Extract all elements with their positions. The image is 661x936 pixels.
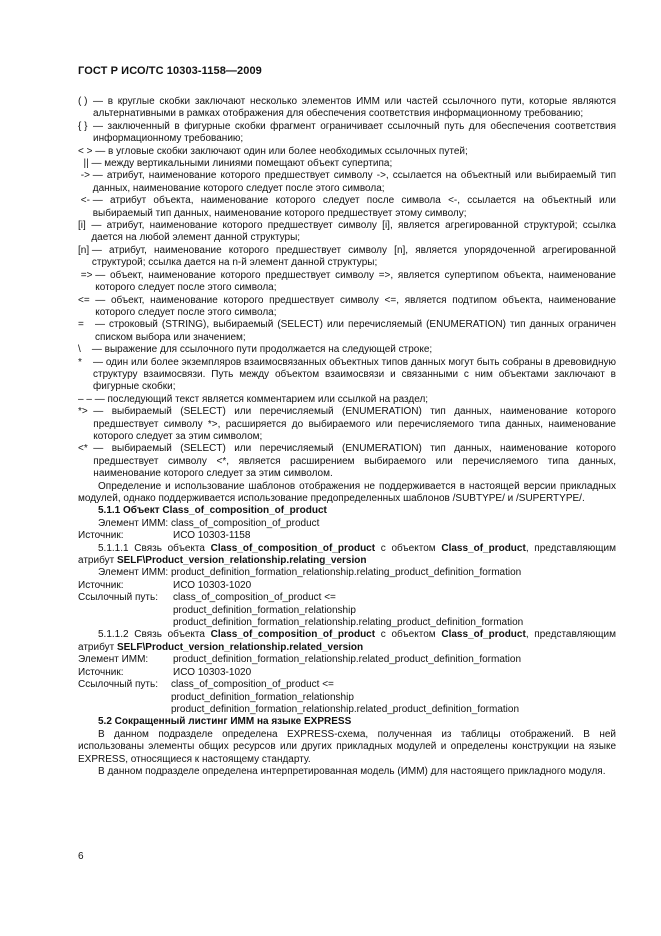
imm-element-line: [78, 654, 616, 666]
legend-definition: — атрибут объекта, наименование которого следует после символа <-, ссылается на объектный или выбираемый тип данных, наименование которого предшествует этому символу;: [92, 195, 616, 219]
legend-definition: — выражение для ссылочного пути продолжается на следующей строке;: [91, 344, 433, 356]
legend-row: [78, 158, 616, 170]
link-intro: 5.1.1.2 Связь объекта: [98, 629, 211, 641]
legend-symbol: ( ): [78, 96, 93, 107]
legend-row: [78, 245, 616, 270]
legend-symbol: =>: [78, 269, 96, 281]
imm-value: class_of_composition_of_product: [170, 517, 320, 529]
legend-row: [78, 394, 616, 406]
page-number: 6: [78, 851, 84, 862]
source-value: ИСО 10303-1020: [173, 666, 252, 678]
reference-path-line: product_definition_formation_relationship.relating_product_definition_formation: [173, 617, 524, 629]
templates-paragraph: Определение и использование шаблонов отображения не поддерживается в настоящей версии прикладных модулей, однако поддерживается использование предопределенных шаблонов /SUBTYPE/ и /SUPERTYPE/.: [78, 480, 616, 504]
legend-definition: — заключенный в фигурные скобки фрагмент ограничивает ссылочный путь для обеспечения соответствия информационному требованию;: [93, 120, 616, 145]
reference-path: [78, 592, 616, 604]
link-tail: , представляющим атрибут: [78, 629, 616, 653]
legend-row: [78, 406, 616, 443]
imm-element-line: [78, 518, 616, 530]
legend-definition: — между вертикальными линиями помещают объект супертипа;: [91, 158, 393, 170]
link-intro: 5.1.1.1 Связь объекта: [98, 542, 211, 554]
legend-symbol: \: [78, 344, 92, 356]
link-object-2: Class_of_product: [441, 629, 526, 641]
reference-path-line: product_definition_formation_relationship: [173, 604, 356, 616]
legend-definition: — объект, наименование которого предшествует символу =>, является супертипом объекта, наименование которого следует после этого символа;: [95, 269, 616, 294]
reference-path-line: class_of_composition_of_product <=: [173, 592, 336, 604]
link-mid: с объектом: [375, 629, 442, 641]
legend-symbol: ||: [78, 158, 92, 170]
imm-value: product_definition_formation_relationship.related_product_definition_formation: [173, 654, 522, 666]
link-object-1: Class_of_composition_of_product: [210, 629, 376, 641]
legend-definition: — объект, наименование которого предшествует символу <=, является подтипом объекта, наименование которого следует после этого символа;: [95, 294, 616, 318]
reference-path-line: class_of_composition_of_product <=: [171, 679, 334, 691]
notation-legend: [78, 96, 616, 481]
link-object-1: Class_of_composition_of_product: [210, 542, 376, 554]
source-value: ИСО 10303-1020: [173, 579, 252, 591]
section-5-1-1-1-heading: [78, 543, 616, 568]
legend-definition: — выбираемый (SELECT) или перечисляемый (ENUMERATION) тип данных, наименование которого предшествует символу <*, является расширением выбираемого или перечисляемого типа данных, наименование которого следует за этим символом.: [93, 443, 616, 480]
reference-path-line: product_definition_formation_relationship: [171, 691, 354, 703]
imm-label: Элемент ИММ:: [98, 567, 169, 579]
legend-row: [78, 220, 616, 245]
legend-symbol: <-: [78, 195, 93, 207]
legend-symbol: ->: [78, 170, 93, 182]
legend-symbol: [i]: [78, 220, 92, 232]
legend-symbol: [n]: [78, 244, 92, 256]
legend-definition: — один или более экземпляров взаимосвязанных объектных типов данных могут быть собраны в древовидную структуру взаимосвязи. Путь между объектом взаимосвязи и связанными с ним объектами заключают в фигурные скобки;: [93, 356, 616, 393]
legend-row: [78, 170, 616, 195]
section-5-2-paragraph-1: В данном подразделе определена EXPRESS-схема, полученная из таблицы отображений. В ней использованы элементы общих ресурсов или других прикладных модулей и определены конструкции на языке EXPRESS, относящиеся к настоящему стандарту.: [78, 728, 616, 765]
legend-row: [78, 443, 616, 480]
source-label: Источник:: [78, 530, 124, 542]
imm-value: product_definition_formation_relationship.relating_product_definition_formation: [170, 567, 522, 579]
legend-definition: — атрибут, наименование которого предшествует символу ->, ссылается на объектный или выбираемый тип данных, наименование которого следует после этого символа;: [92, 170, 616, 194]
legend-row: [78, 121, 616, 146]
legend-symbol: *>: [78, 406, 94, 418]
legend-row: [78, 270, 616, 295]
document-header: ГОСТ Р ИСО/ТС 10303-1158—2009: [78, 65, 262, 77]
link-attribute: SELF\Product_version_relationship.related_version: [116, 641, 364, 653]
legend-definition: — выбираемый (SELECT) или перечисляемый (ENUMERATION) тип данных, наименование которого предшествует символу *>, расширяется до выбираемого или перечисляемого типа данных, наименование которого следует за этим символом;: [93, 406, 616, 442]
legend-definition: — атрибут, наименование которого предшествует символу [i], является агрегированной структурой; ссылка дается на любой элемент данной структуры;: [91, 220, 616, 244]
reference-path-label: Ссылочный путь:: [78, 592, 158, 604]
legend-definition: — последующий текст является комментарием или ссылкой на раздел;: [94, 393, 429, 405]
legend-symbol: < >: [78, 145, 96, 157]
link-tail: , представляющим атрибут: [78, 542, 616, 567]
imm-label: Элемент ИММ:: [78, 654, 149, 666]
legend-row: [78, 319, 616, 344]
legend-symbol: <=: [78, 294, 96, 306]
legend-definition: — атрибут, наименование которого предшествует символу [n], является упорядоченной агрегированной структурой; ссылка дается на n-й элемент данной структуры;: [91, 244, 616, 269]
legend-row: [78, 295, 616, 320]
section-5-1-1-2-heading: [78, 629, 616, 654]
legend-row: [78, 195, 616, 220]
legend-row: [78, 146, 616, 158]
legend-row: [78, 96, 616, 121]
legend-symbol: =: [78, 319, 95, 331]
section-5-2-title: 5.2 Сокращенный листинг ИММ на языке EXPRESS: [98, 716, 352, 728]
reference-path-line: product_definition_formation_relationship.related_product_definition_formation: [171, 703, 520, 715]
legend-symbol: <*: [78, 443, 94, 455]
link-mid: с объектом: [375, 542, 442, 554]
page-content: [78, 96, 616, 778]
source-line: [78, 580, 616, 592]
legend-symbol: *: [78, 356, 94, 368]
source-line: [78, 667, 616, 679]
source-line: [78, 530, 616, 542]
imm-label: Элемент ИММ:: [98, 517, 169, 529]
source-value: ИСО 10303-1158: [173, 530, 251, 542]
link-attribute: SELF\Product_version_relationship.relating_version: [116, 555, 367, 567]
link-object-2: Class_of_product: [441, 542, 526, 554]
section-5-1-1-title: 5.1.1 Объект Class_of_composition_of_product: [98, 505, 327, 517]
legend-symbol: { }: [78, 120, 94, 132]
reference-path: [78, 679, 616, 691]
imm-element-line: [78, 567, 616, 579]
legend-row: [78, 357, 616, 394]
reference-path-label: Ссылочный путь:: [78, 679, 158, 691]
legend-definition: — в угловые скобки заключают один или более необходимых ссылочных путей;: [95, 145, 468, 157]
legend-row: [78, 344, 616, 356]
source-label: Источник:: [78, 666, 124, 678]
source-label: Источник:: [78, 579, 124, 591]
legend-symbol: – –: [78, 393, 95, 405]
legend-definition: — строковый (STRING), выбираемый (SELECT) или перечисляемый (ENUMERATION) тип данных ограничен списком выбора или значением;: [94, 319, 616, 343]
section-5-2-paragraph-2: В данном подразделе определена интерпретированная модель (ИММ) для настоящего прикладного модуля.: [98, 765, 606, 777]
legend-definition: — в круглые скобки заключают несколько элементов ИММ или частей ссылочного пути, которые являются альтернативными в рамках отображения для обеспечения соответствия информационному требованию;: [93, 96, 616, 120]
